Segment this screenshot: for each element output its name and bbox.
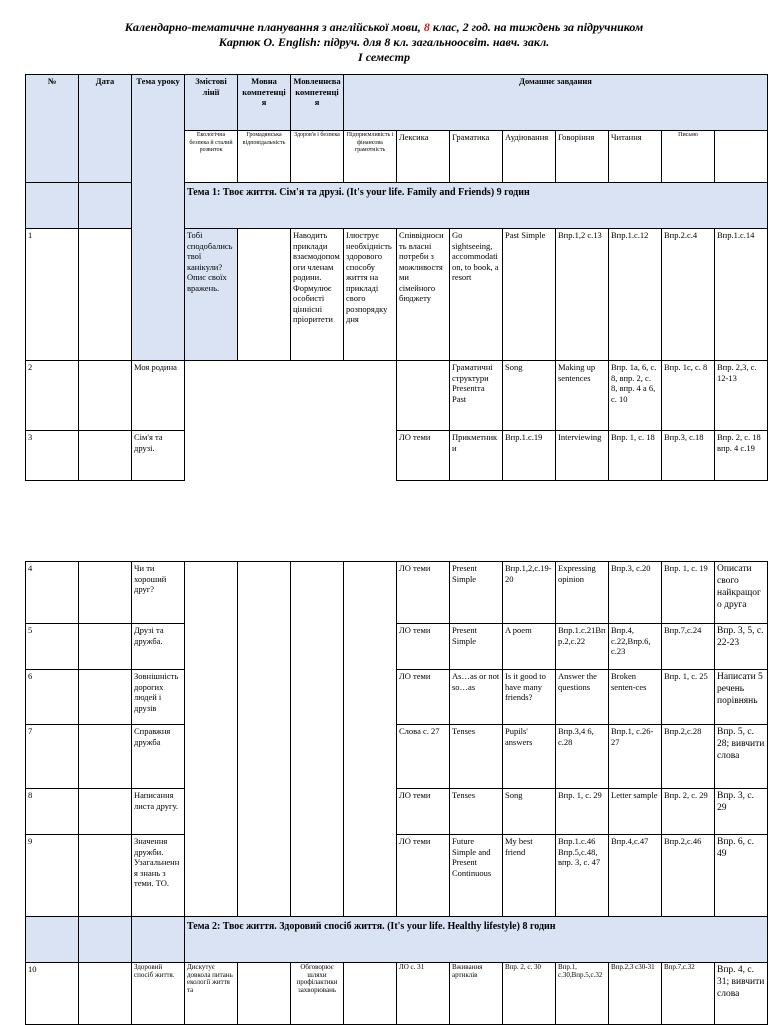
cell-topic: Значення дружби. Узагальнення знань з теми. ТО. [132, 835, 185, 917]
cell-speaking: Interviewing [556, 431, 609, 481]
cell-reading: Letter sample [609, 789, 662, 835]
cell-topic: Зовнішність дорогих людей і друзів [132, 670, 185, 725]
empty-cell [185, 562, 238, 917]
empty-cell [79, 835, 132, 917]
semester-title: I семестр [358, 50, 410, 64]
cell-topic: Сім'я та друзі. [132, 431, 185, 481]
cell-lexis: ЛО теми [397, 562, 450, 624]
cell-topic: Чи ти хороший друг? [132, 562, 185, 624]
cell-speaking: Making up sentences [556, 361, 609, 431]
cell-grammar: Граматичні структури Presentта Past [450, 361, 503, 431]
cell-writing: Впр.2,с.28 [662, 725, 715, 789]
cell-grammar: Tenses [450, 725, 503, 789]
cell-listening: Впр.1,2,с.19-20 [503, 562, 556, 624]
cell-lexis: Слова с. 27 [397, 725, 450, 789]
empty-cell [132, 917, 185, 963]
empty-cell [79, 624, 132, 670]
cell-n: 6 [26, 670, 79, 725]
cell-reading: Впр.4, с.22,Впр.6, с.23 [609, 624, 662, 670]
cell-listening: Is it good to have many friends? [503, 670, 556, 725]
cell-health: Ілюструє необхідність здорового способу життя на прикладі свого розпорядку дня [344, 229, 397, 361]
cell-extra: Впр. 6, с. 49 [715, 835, 768, 917]
cell-grammar: Future Simple and Present Continuous [450, 835, 503, 917]
cell-grammar: Tenses [450, 789, 503, 835]
header-speech-competence: Мовленнєва компетенція [291, 75, 344, 131]
document-title-line1: Календарно-тематичне планування з англійської мови, 8 клас, 2 год. на тиждень за підручником [124, 20, 644, 34]
cell-extra: Впр. 4, с. 31; вивчити слова [715, 963, 768, 1025]
cell-extra: Впр. 2,3, с. 12-13 [715, 361, 768, 431]
empty-cell [238, 963, 291, 1025]
empty-cell [26, 917, 79, 963]
cell-grammar: Present Simple [450, 562, 503, 624]
cell-lexis: Go sightseeing, accommodation, to book, a resort [450, 229, 503, 361]
table-row [26, 725, 768, 789]
table-row [26, 789, 768, 835]
sub-writing: Письмо [662, 131, 715, 183]
cell-reading: Впр.3, с.20 [609, 562, 662, 624]
cell-speaking: Впр.1.с.21Впр.2,с.22 [556, 624, 609, 670]
cell-n: 3 [26, 431, 79, 481]
header-num: № [26, 75, 79, 183]
cell-n: 1 [26, 229, 79, 361]
sub-reading: Читання [609, 131, 662, 183]
cell-reading: Впр.1, с.26-27 [609, 725, 662, 789]
cell-n: 8 [26, 789, 79, 835]
cell-lexis: ЛО с. 31 [397, 963, 450, 1025]
cell-topic: Здоровий спосіб життя. [132, 963, 185, 1025]
cell-topic: Тобі сподобались твої канікули? Опис своїх вражень. [185, 229, 238, 361]
cell-writing: Впр. 1c, с. 8 [662, 361, 715, 431]
cell-speaking: Впр.1.с.46 Впр.5,с.48, впр. 3, с. 47 [556, 835, 609, 917]
cell-extra: Впр. 2, с. 18 впр. 4 с.19 [715, 431, 768, 481]
sub-speaking: Говоріння [556, 131, 609, 183]
cell-n: 5 [26, 624, 79, 670]
cell-writing: Впр.7,с.32 [662, 963, 715, 1025]
cell-listening: Впр.1.с.19 [503, 431, 556, 481]
cell-grammar: Past Simple [503, 229, 556, 361]
cell-reading: Broken senten-ces [609, 670, 662, 725]
empty-cell [79, 229, 132, 361]
cell-topic: Написання листа другу. [132, 789, 185, 835]
cell-reading: Впр.4,с.47 [609, 835, 662, 917]
planning-table-part2 [25, 561, 768, 1025]
cell-reading: Впр. 1a, 6, с. 8, впр. 2, с. 8, впр. 4 а 6, с. 10 [609, 361, 662, 431]
cell-speaking: Впр.1, с.30,Впр.5,с.32 [556, 963, 609, 1025]
cell-health: Обговорює шляхи профілактики захворювань [291, 963, 344, 1025]
cell-extra: Написати 5 речень порівнянь [715, 670, 768, 725]
cell-grammar: As…as or not so…as [450, 670, 503, 725]
cell-topic: Друзі та дружба. [132, 624, 185, 670]
cell-reading: Впр. 1, с. 18 [609, 431, 662, 481]
sub-ecology: Екологічна безпека й сталий розвиток [185, 131, 238, 183]
empty-cell [344, 963, 397, 1025]
cell-ecology: Дискутує довкола питань екології життя та [185, 963, 238, 1025]
cell-topic: Моя родина [132, 361, 185, 431]
empty-cell [26, 183, 79, 229]
cell-entrepreneur: Співвідносить власні потреби з можливостями сімейного бюджету [397, 229, 450, 361]
empty-cell [79, 670, 132, 725]
cell-topic: Справжня дружба [132, 725, 185, 789]
cell-listening: My best friend [503, 835, 556, 917]
empty-cell [185, 431, 397, 481]
empty-cell [238, 562, 291, 917]
cell-n: 7 [26, 725, 79, 789]
cell-n: 4 [26, 562, 79, 624]
cell-listening: Pupils' answers [503, 725, 556, 789]
cell-listening: A poem [503, 624, 556, 670]
cell-writing: Впр.1.с.14 [715, 229, 768, 361]
cell-writing: Впр.7,с.24 [662, 624, 715, 670]
empty-cell [79, 183, 132, 229]
cell-civic: Наводить приклади взаємодопомоги членам родини. Формулює особисті ціннісні пріоритети [291, 229, 344, 361]
cell-writing: Впр. 1, с. 19 [662, 562, 715, 624]
document-title-line2: Карпюк О. English: підруч. для 8 кл. загальноосвіт. навч. закл. [218, 35, 550, 49]
sub-lexis: Лексика [397, 131, 450, 183]
cell-lexis: ЛО теми [397, 670, 450, 725]
cell-reading: Впр.2.с.4 [662, 229, 715, 361]
empty-cell [79, 917, 132, 963]
cell-speaking: Впр. 1, с. 29 [556, 789, 609, 835]
empty-cell [79, 963, 132, 1025]
cell-writing: Впр. 1, с. 25 [662, 670, 715, 725]
cell-lexis: ЛО теми [397, 624, 450, 670]
empty-cell [79, 725, 132, 789]
topic-2-title: Тема 2: Твоє життя. Здоровий спосіб життя. (It's your life. Healthy lifestyle) 8 годин [185, 917, 768, 963]
sub-extra [715, 131, 768, 183]
cell-writing: Впр.3, с.18 [662, 431, 715, 481]
cell-grammar: Прикметники [450, 431, 503, 481]
empty-cell [185, 361, 397, 431]
cell-extra: Впр. 3, с. 29 [715, 789, 768, 835]
table-row [26, 624, 768, 670]
cell-reading: Впр.2,3 с30-31 [609, 963, 662, 1025]
cell-grammar: Present Simple [450, 624, 503, 670]
header-content-lines: Змістові лінії [185, 75, 238, 131]
cell-extra: Описати свого найкращого друга [715, 562, 768, 624]
cell-lexis: ЛО теми [397, 789, 450, 835]
cell-listening: Впр.1,2 с.13 [556, 229, 609, 361]
cell-speaking: Впр.1.с.12 [609, 229, 662, 361]
cell-n: 9 [26, 835, 79, 917]
cell-n: 2 [26, 361, 79, 431]
table-row [26, 963, 768, 1025]
header-homework: Домашнє завдання [344, 75, 768, 131]
cell-writing: Впр.2,с.46 [662, 835, 715, 917]
sub-listening: Аудіювання [503, 131, 556, 183]
cell-extra: Впр. 3, 5, с. 22-23 [715, 624, 768, 670]
table-row [26, 670, 768, 725]
cell-listening: Впр. 2, с. 30 [503, 963, 556, 1025]
header-lang-competence: Мовна компетенція [238, 75, 291, 131]
empty-cell [79, 562, 132, 624]
cell-extra: Впр. 5, с. 28; вивчити слова [715, 725, 768, 789]
empty-cell [79, 789, 132, 835]
cell-listening: Song [503, 789, 556, 835]
cell-lexis: ЛО теми [397, 431, 450, 481]
table-row [26, 431, 768, 481]
cell-n: 10 [26, 963, 79, 1025]
planning-table-part1 [25, 74, 768, 481]
cell-listening: Song [503, 361, 556, 431]
cell-speaking: Expressing opinion [556, 562, 609, 624]
sub-civic: Громадянська відповідальність [238, 131, 291, 183]
empty-cell [238, 229, 291, 361]
table-row [26, 361, 768, 431]
sub-health: Здоров'я і безпека [291, 131, 344, 183]
cell-grammar: Вживання артиклів [450, 963, 503, 1025]
table-row [26, 562, 768, 624]
table-row [26, 835, 768, 917]
empty-cell [79, 361, 132, 431]
cell-writing: Впр. 2, с. 29 [662, 789, 715, 835]
sub-entrepreneur: Підприємливість і фінансова грамотність [344, 131, 397, 183]
cell-lexis [397, 361, 450, 431]
empty-cell [291, 562, 344, 917]
cell-lexis: ЛО теми [397, 835, 450, 917]
header-date: Дата [79, 75, 132, 183]
header-topic: Тема уроку [132, 75, 185, 361]
empty-cell [344, 562, 397, 917]
cell-speaking: Answer the questions [556, 670, 609, 725]
empty-cell [79, 431, 132, 481]
topic-1-title: Тема 1: Твоє життя. Сім'я та друзі. (It's your life. Family and Friends) 9 годин [185, 183, 768, 229]
sub-grammar: Граматика [450, 131, 503, 183]
cell-speaking: Впр.3,4 6, с.28 [556, 725, 609, 789]
